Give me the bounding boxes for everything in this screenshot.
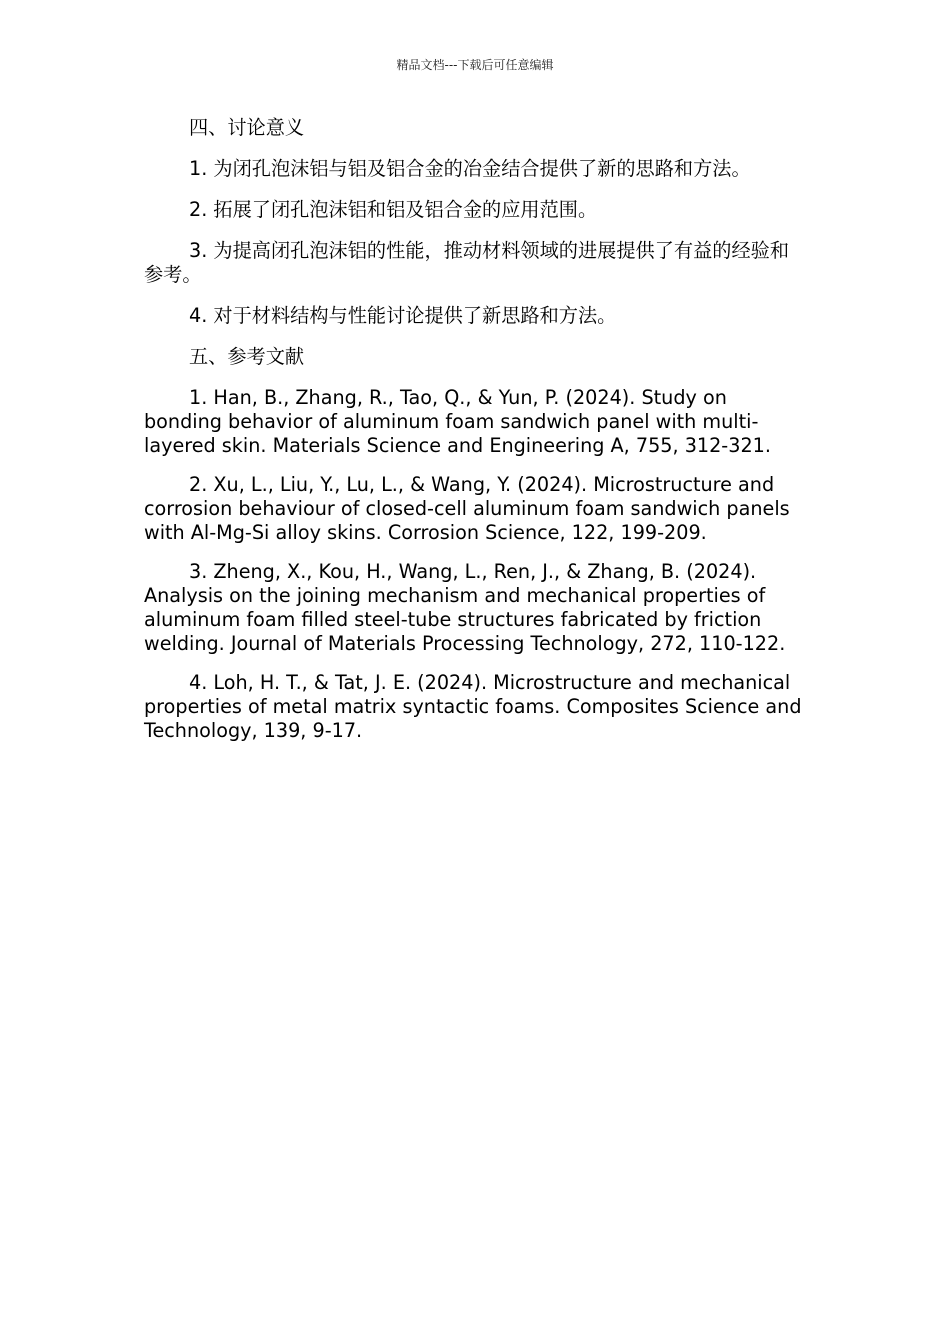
reference-item-2: 2. Xu, L., Liu, Y., Lu, L., & Wang, Y. (2024). Microstructure and corrosion behaviour of closed-cell aluminum foam sandwich panels with Al-Mg-Si alloy skins. Corrosion Science, 122, 199-209. <box>144 473 790 544</box>
reference-item-3: 3. Zheng, X., Kou, H., Wang, L., Ren, J., & Zhang, B. (2024). Analysis on the joining mechanism and mechanical properties of aluminum foam filled steel-tube structures fabricated by friction welding. Journal of Materials Processing Technology, 272, 110-122. <box>144 560 786 655</box>
section-heading-references: 五、参考文献 <box>189 345 305 368</box>
significance-item-1: 1. 为闭孔泡沫铝与铝及铝合金的冶金结合提供了新的思路和方法。 <box>189 157 751 180</box>
reference-item-1: 1. Han, B., Zhang, R., Tao, Q., & Yun, P. (2024). Study on bonding behavior of aluminum foam sandwich panel with multi-layered skin. Materials Science and Engineering A, 755, 312-321. <box>144 386 771 457</box>
section-heading-significance: 四、讨论意义 <box>189 116 305 139</box>
significance-item-2: 2. 拓展了闭孔泡沫铝和铝及铝合金的应用范围。 <box>189 198 598 221</box>
document-body <box>144 116 806 758</box>
reference-item-4: 4. Loh, H. T., & Tat, J. E. (2024). Microstructure and mechanical properties of metal matrix syntactic foams. Composites Science and Technology, 139, 9-17. <box>144 671 802 742</box>
page-header-watermark: 精品文档---下载后可任意编辑 <box>396 58 554 72</box>
significance-item-3: 3. 为提高闭孔泡沫铝的性能，推动材料领域的进展提供了有益的经验和参考。 <box>144 239 790 286</box>
significance-item-4: 4. 对于材料结构与性能讨论提供了新思路和方法。 <box>189 304 617 327</box>
